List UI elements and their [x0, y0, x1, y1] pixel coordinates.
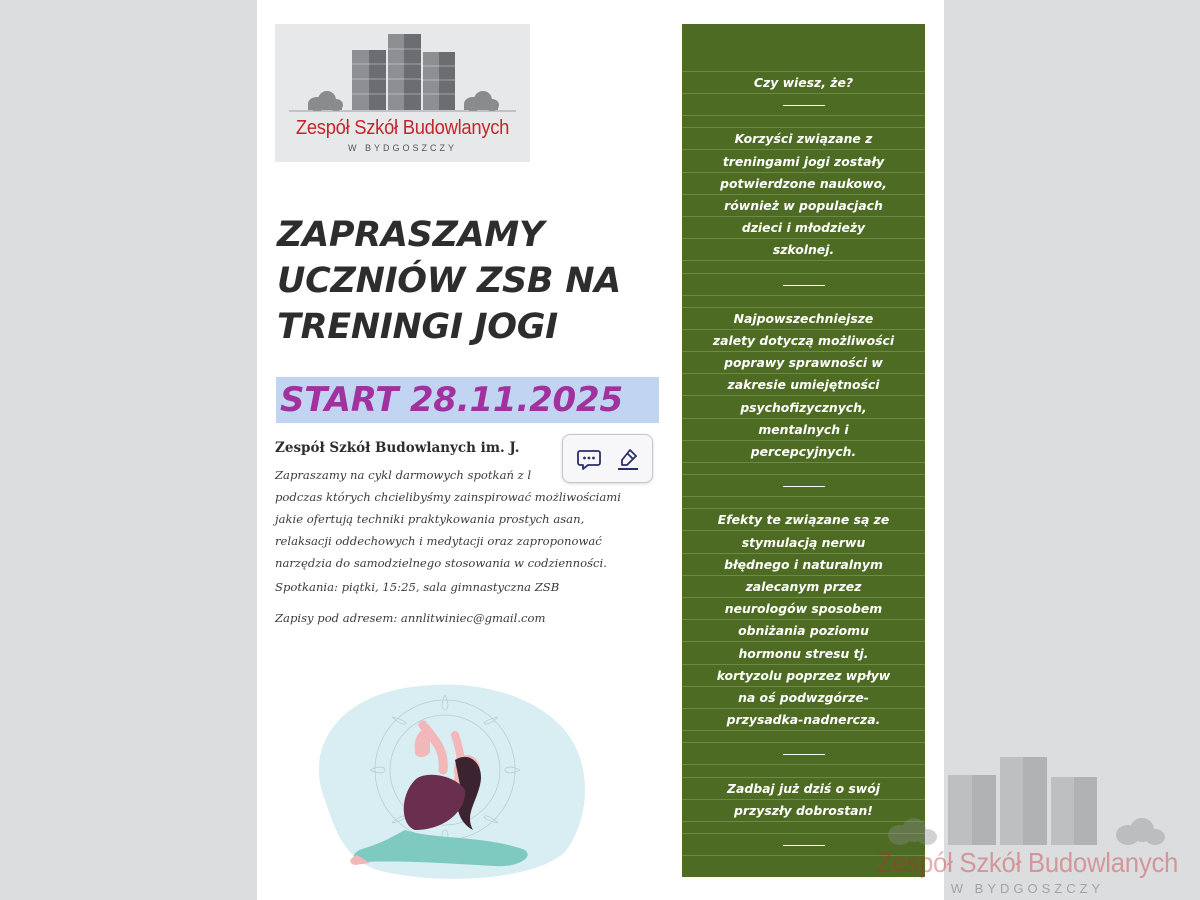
comment-button[interactable] — [575, 445, 603, 473]
description-line: jakie ofertują techniki praktykowania prostych asan, — [275, 512, 585, 526]
panel-text-line: poprawy sprawności w — [682, 352, 925, 374]
title-line: ZAPRASZAMY — [277, 215, 545, 255]
watermark-school-name: Zespół Szkół Budowlanych — [876, 847, 1179, 878]
panel-text-line: potwierdzone naukowo, — [682, 173, 925, 195]
description-line: narzędzia do samodzielnego stosowania w codzienności. — [275, 556, 607, 570]
description-line: Zapraszamy na cykl darmowych spotkań z l — [275, 468, 532, 482]
logo-watermark — [860, 745, 1195, 900]
school-name-heading: Zespół Szkół Budowlanych im. J. — [275, 440, 520, 456]
panel-text-line: treningami jogi zostały — [682, 151, 925, 173]
title-line: UCZNIÓW ZSB NA — [277, 261, 621, 301]
panel-text-line: Korzyści związane z — [682, 128, 925, 150]
selection-toolbar — [562, 434, 653, 483]
panel-blank-row — [682, 296, 925, 308]
separator-dash — [783, 754, 825, 755]
panel-text-line: kortyzolu poprzez wpływ — [682, 665, 925, 687]
logo-school-name: Zespół Szkół Budowlanych — [295, 117, 510, 139]
panel-text-line: Zadbaj już dziś o swój — [682, 778, 925, 800]
panel-text-line: zakresie umiejętności — [682, 374, 925, 396]
panel-text-line: przyszły dobrostan! — [682, 800, 925, 822]
panel-text-line: neurologów sposobem — [682, 598, 925, 620]
panel-separator — [682, 475, 925, 497]
panel-blank-row — [682, 60, 925, 72]
panel-text-line: percepcyjnych. — [682, 441, 925, 463]
panel-text-line: na oś podwzgórze- — [682, 687, 925, 709]
panel-text-line: również w populacjach — [682, 195, 925, 217]
panel-text-line: mentalnych i — [682, 419, 925, 441]
watermark-city-name: W BYDGOSZCZY — [950, 881, 1105, 896]
page-title — [277, 212, 677, 350]
panel-blank-row — [682, 497, 925, 509]
panel-text-line: psychofizycznych, — [682, 397, 925, 419]
highlight-pen-icon — [614, 445, 642, 473]
meetings-info: Spotkania: piątki, 15:25, sala gimnastyczna ZSB — [275, 580, 560, 594]
school-logo — [275, 24, 530, 162]
title-line: TRENINGI JOGI — [277, 307, 558, 347]
signup-info: Zapisy pod adresem: annlitwiniec@gmail.com — [275, 611, 546, 625]
comment-icon — [575, 445, 603, 473]
separator-dash — [783, 105, 825, 106]
panel-text-line: przysadka-nadnercza. — [682, 709, 925, 731]
panel-blank-row — [682, 463, 925, 475]
panel-separator — [682, 274, 925, 296]
buildings-watermark-graphic — [860, 745, 1195, 855]
document-page — [257, 0, 944, 900]
separator-dash — [783, 285, 825, 286]
panel-text-line: błędnego i naturalnym — [682, 554, 925, 576]
panel-text-line: hormonu stresu tj. — [682, 643, 925, 665]
start-date-banner: START 28.11.2025 — [276, 377, 659, 423]
panel-text-line: obniżania poziomu — [682, 620, 925, 642]
panel-text-line: stymulacją nerwu — [682, 532, 925, 554]
panel-text-line: Efekty te związane są ze — [682, 509, 925, 531]
highlight-button[interactable] — [614, 445, 642, 473]
panel-blank-row — [682, 731, 925, 743]
panel-text-line: zalecanym przez — [682, 576, 925, 598]
separator-dash — [783, 845, 825, 846]
description-line: relaksacji oddechowych i medytacji oraz zaproponować — [275, 534, 602, 548]
logo-city-name: W BYDGOSZCZY — [347, 143, 457, 153]
description-line: podczas których chcielibyśmy zainspirować możliwościami — [275, 490, 621, 504]
panel-text-line: dzieci i młodzieży — [682, 217, 925, 239]
yoga-woman-illustration — [295, 680, 595, 880]
panel-text-line: Czy wiesz, że? — [682, 72, 925, 94]
panel-text-line: zalety dotyczą możliwości — [682, 330, 925, 352]
panel-blank-row — [682, 116, 925, 128]
buildings-logo-graphic — [275, 24, 530, 162]
panel-blank-row — [682, 262, 925, 274]
panel-separator — [682, 94, 925, 116]
panel-text-line: szkolnej. — [682, 239, 925, 261]
separator-dash — [783, 486, 825, 487]
panel-text-line: Najpowszechniejsze — [682, 308, 925, 330]
